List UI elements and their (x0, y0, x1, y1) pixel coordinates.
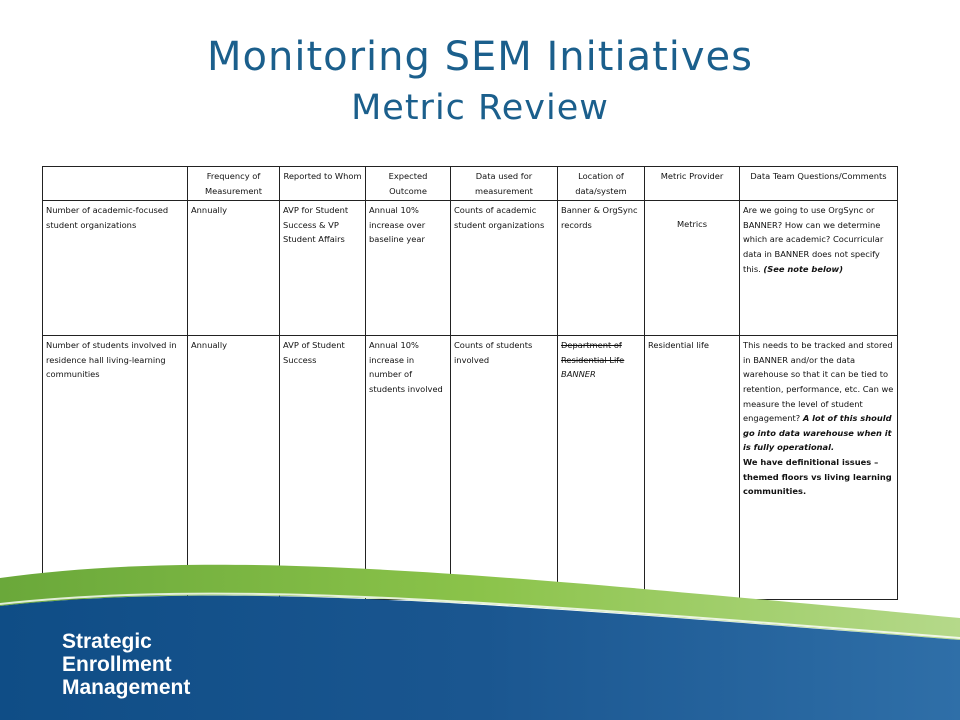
row1-comments-text: Are we going to use OrgSync or BANNER? How can we determine which are academic? Cocurricular data in BANNER does not specify this. (743, 205, 884, 274)
row2-frequency: Annually (188, 336, 280, 600)
header-data-used: Data used for measurement (451, 167, 558, 201)
row1-reported-to: AVP for Student Success & VP Student Affairs (280, 201, 366, 336)
row1-data-used: Counts of academic student organizations (451, 201, 558, 336)
row2-provider: Residential life (645, 336, 740, 600)
logo-line-strategic: Strategic (62, 630, 152, 653)
row2-metric: Number of students involved in residence hall living-learning communities (43, 336, 188, 600)
row2-comments-italic: A lot of this should go into data warehouse when it is fully operational. (743, 413, 892, 453)
header-location: Location of data/system (558, 167, 645, 201)
logo-line-enrollment: Enrollment (62, 653, 172, 676)
row2-comments-text: This needs to be tracked and stored in BANNER and/or the data warehouse so that it can be tied to retention, performance, etc. Can we measure the level of student engagement? (743, 340, 894, 424)
row1-provider: Metrics (645, 201, 740, 336)
row1-comments-note: (See note below) (763, 263, 843, 274)
row2-comments-bold: We have definitional issues – themed floors vs living learning communities. (743, 456, 892, 497)
logo-line-management: Management (62, 676, 191, 699)
row1-location: Banner & OrgSync records (558, 201, 645, 336)
row2-reported-to: AVP of Student Success (280, 336, 366, 600)
slide-title: Monitoring SEM Initiatives (207, 34, 753, 80)
row2-location-struck: Department of Residential Life (561, 340, 625, 365)
row1-frequency: Annually (188, 201, 280, 336)
row1-outcome: Annual 10% increase over baseline year (366, 201, 451, 336)
header-expected-outcome: Expected Outcome (366, 167, 451, 201)
header-reported-to: Reported to Whom (280, 167, 366, 201)
slide-subtitle: Metric Review (351, 88, 609, 128)
header-comments: Data Team Questions/Comments (740, 167, 898, 201)
row2-outcome: Annual 10% increase in number of students involved (366, 336, 451, 600)
row1-metric: Number of academic-focused student organizations (43, 201, 188, 336)
row2-data-used: Counts of students involved (451, 336, 558, 600)
header-metric-provider: Metric Provider (645, 167, 740, 201)
header-frequency: Frequency of Measurement (188, 167, 280, 201)
row2-location-new: BANNER (561, 369, 596, 380)
